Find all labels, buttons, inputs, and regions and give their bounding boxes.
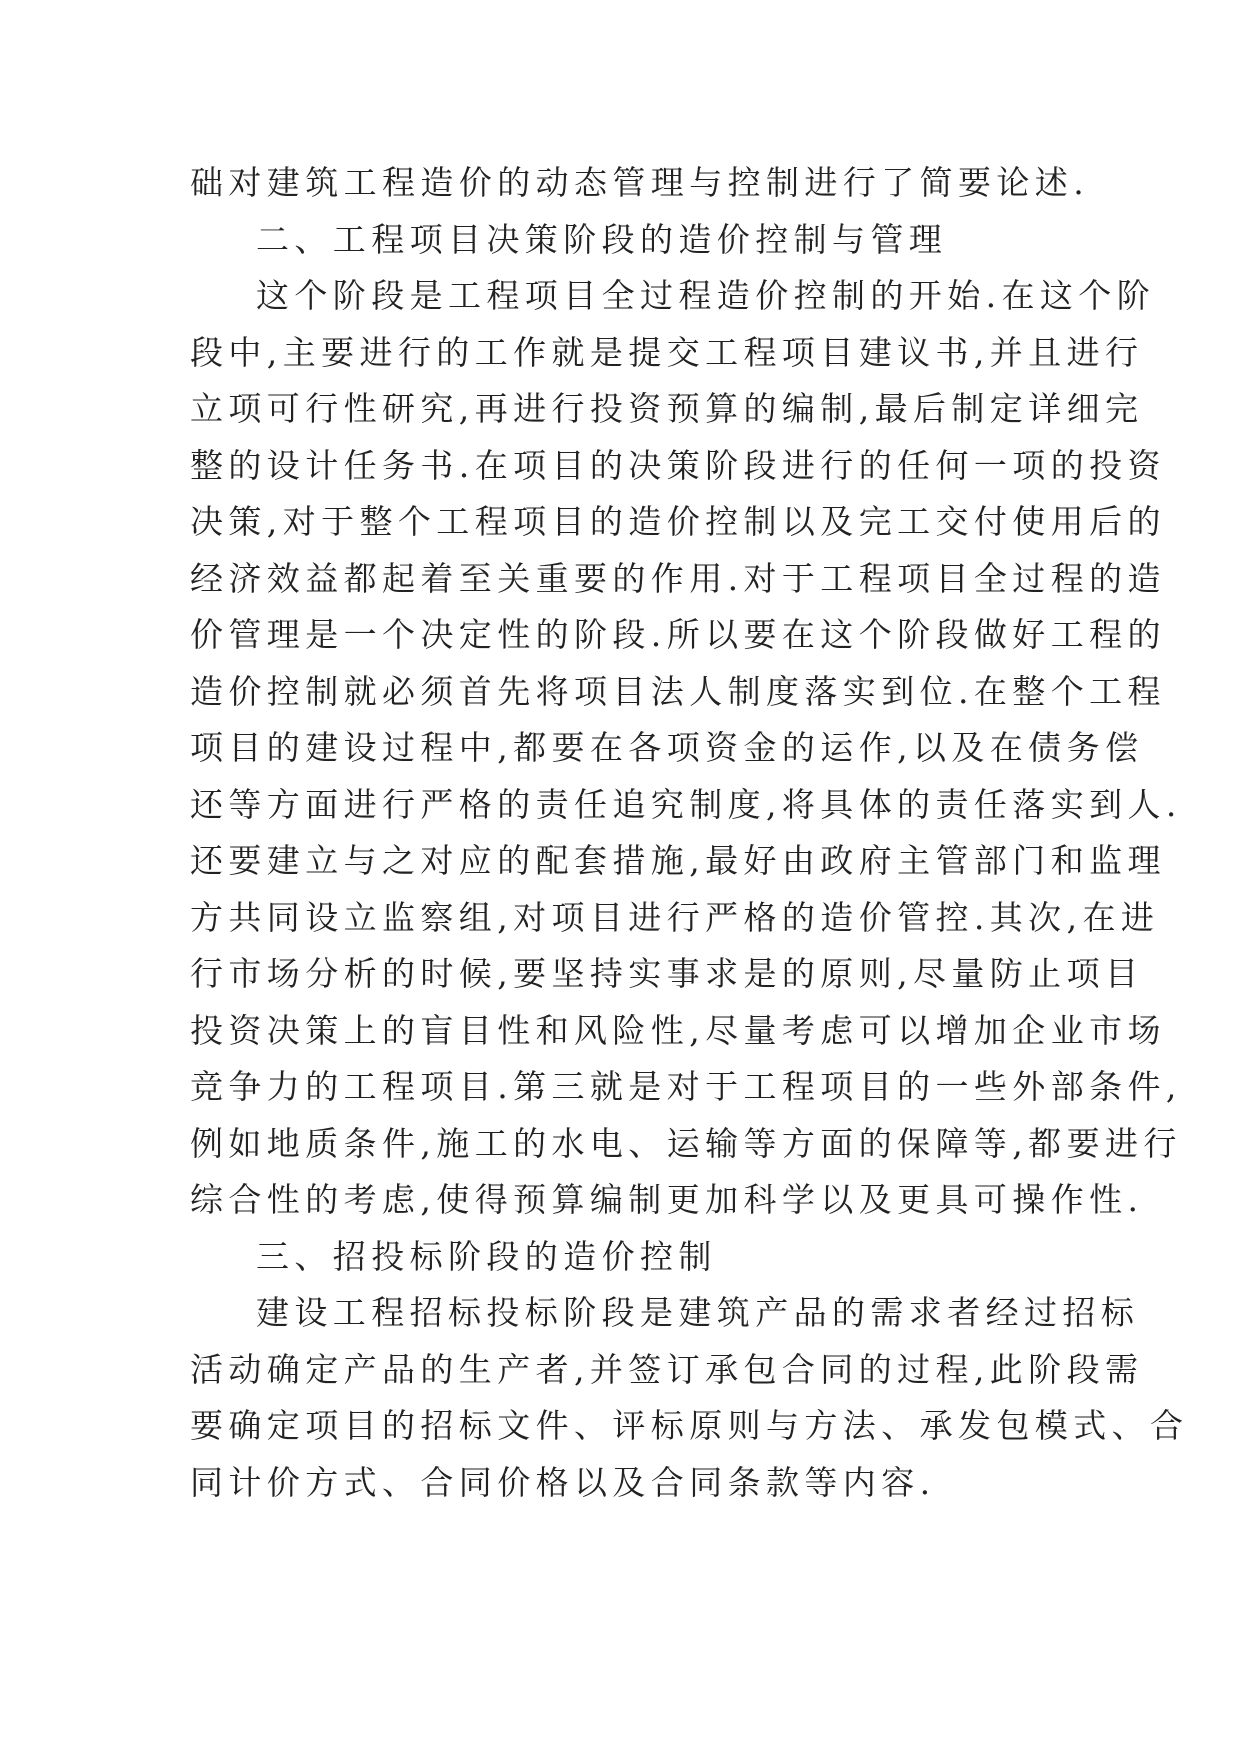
- paragraph-line: 项目的建设过程中,都要在各项资金的运作,以及在债务偿: [190, 728, 1144, 767]
- paragraph-line: 行市场分析的时候,要坚持实事求是的原则,尽量防止项目: [190, 954, 1144, 993]
- paragraph-line: 同计价方式、合同价格以及合同条款等内容.: [190, 1462, 936, 1502]
- document-body: [190, 155, 1189, 1511]
- paragraph-line: 立项可行性研究,再进行投资预算的编制,最后制定详细完: [190, 389, 1144, 428]
- paragraph-line: 投资决策上的盲目性和风险性,尽量考虑可以增加企业市场: [190, 1010, 1166, 1050]
- paragraph-line: 建设工程招标投标阶段是建筑产品的需求者经过招标: [256, 1293, 1140, 1332]
- paragraph-line: 价管理是一个决定性的阶段.所以要在这个阶段做好工程的: [190, 615, 1166, 654]
- paragraph-line: 活动确定产品的生产者,并签订承包合同的过程,此阶段需: [190, 1349, 1144, 1389]
- paragraph-line: 要确定项目的招标文件、评标原则与方法、承发包模式、合: [190, 1406, 1189, 1445]
- paragraph-line: 还等方面进行严格的责任追究制度,将具体的责任落实到人.: [190, 784, 1182, 824]
- section-heading-2: 二、工程项目决策阶段的造价控制与管理: [256, 219, 948, 259]
- paragraph-line: 这个阶段是工程项目全过程造价控制的开始.在这个阶: [256, 276, 1156, 315]
- paragraph-line: 综合性的考虑,使得预算编制更加科学以及更具可操作性.: [190, 1180, 1144, 1219]
- paragraph-line: 还要建立与之对应的配套措施,最好由政府主管部门和监理: [190, 841, 1166, 880]
- paragraph-line: 竞争力的工程项目.第三就是对于工程项目的一些外部条件,: [190, 1067, 1182, 1106]
- paragraph-continuation-line: 础对建筑工程造价的动态管理与控制进行了简要论述.: [190, 163, 1090, 202]
- paragraph-line: 段中,主要进行的工作就是提交工程项目建议书,并且进行: [190, 332, 1144, 372]
- section-heading-3: 三、招投标阶段的造价控制: [256, 1236, 717, 1276]
- paragraph-line: 经济效益都起着至关重要的作用.对于工程项目全过程的造: [190, 558, 1166, 598]
- paragraph-line: 整的设计任务书.在项目的决策阶段进行的任何一项的投资: [190, 445, 1166, 485]
- paragraph-line: 决策,对于整个工程项目的造价控制以及完工交付使用后的: [190, 502, 1166, 541]
- paragraph-line: 例如地质条件,施工的水电、运输等方面的保障等,都要进行: [190, 1123, 1182, 1163]
- paragraph-line: 造价控制就必须首先将项目法人制度落实到位.在整个工程: [190, 671, 1166, 711]
- paragraph-line: 方共同设立监察组,对项目进行严格的造价管控.其次,在进: [190, 897, 1160, 937]
